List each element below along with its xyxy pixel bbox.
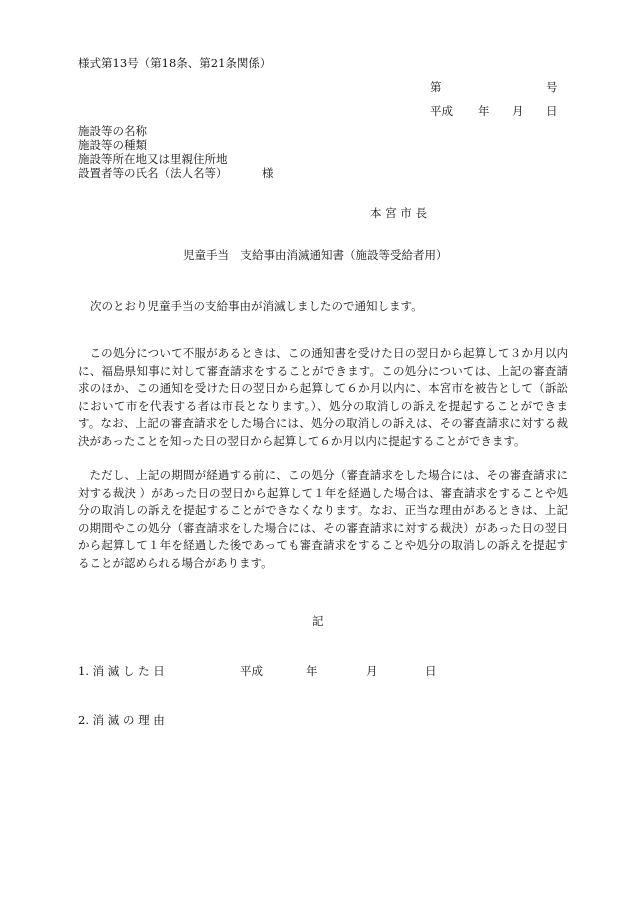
appeal-paragraph-2: ただし、上記の期間が経過する前に、この処分（審査請求をした場合には、その審査請求に対する裁決 ）があった日の翌日から起算して１年を経過した場合は、審査請求をすることや処分の取消しの訴えを提起することができなくなります。なお、正当な理由があるときは、上記の期間やこの処分（審査請求をした場合には、その審査請求に対する裁決）があった日の翌日から起算して１年を経過した後であっても審査請求をすることや処分の取消しの訴えを提起することが認められる場合があります。 — [78, 468, 568, 570]
doc-number-dai: 第 — [430, 80, 442, 94]
item2-label: 2. 消 滅 の 理 由 — [78, 713, 165, 727]
item1-era: 平成 — [240, 664, 263, 678]
date-day: 日 — [546, 104, 558, 118]
appeal-paragraph-1: この処分について不服があるときは、この通知書を受けた日の翌日から起算して３か月以内に、福島県知事に対して審査請求をすることができます。この処分については、上記の審査請求のほか、この通知を受けた日の翌日から起算して６か月以内に、本宮市を被告として（訴訟において市を代表する者は市長となります。）、処分の取消しの訴えを提起することができます。なお、上記の審査請求をした場合には、処分の取消しの訴えは、その審査請求に対する裁決があったことを知った日の翌日から起算して６か月以内に提起することができます。 — [78, 346, 568, 448]
form-number: 様式第13号（第18条、第21条関係） — [78, 56, 272, 70]
ki-heading: 記 — [312, 614, 324, 628]
item1-year: 年 — [306, 664, 318, 678]
document-title: 児童手当 支給事由消滅通知書（施設等受給者用） — [183, 248, 448, 262]
date-era: 平成 — [430, 104, 453, 118]
intro-text: 次のとおり児童手当の支給事由が消滅しましたので通知します。 — [90, 299, 423, 313]
recipient-facility-type: 施設等の種類 — [78, 138, 147, 152]
date-month: 月 — [512, 104, 524, 118]
recipient-facility-address: 施設等所在地又は里親住所地 — [78, 152, 228, 166]
item1-day: 日 — [425, 664, 437, 678]
recipient-facility-name: 施設等の名称 — [78, 124, 147, 138]
item1-month: 月 — [366, 664, 378, 678]
doc-number-go: 号 — [546, 80, 558, 94]
recipient-sama: 様 — [262, 166, 274, 180]
date-year: 年 — [478, 104, 490, 118]
issuer: 本 宮 市 長 — [370, 206, 427, 220]
recipient-founder: 設置者等の氏名（法人名等） — [78, 166, 228, 180]
item1-label: 1. 消 滅 し た 日 — [78, 664, 165, 678]
